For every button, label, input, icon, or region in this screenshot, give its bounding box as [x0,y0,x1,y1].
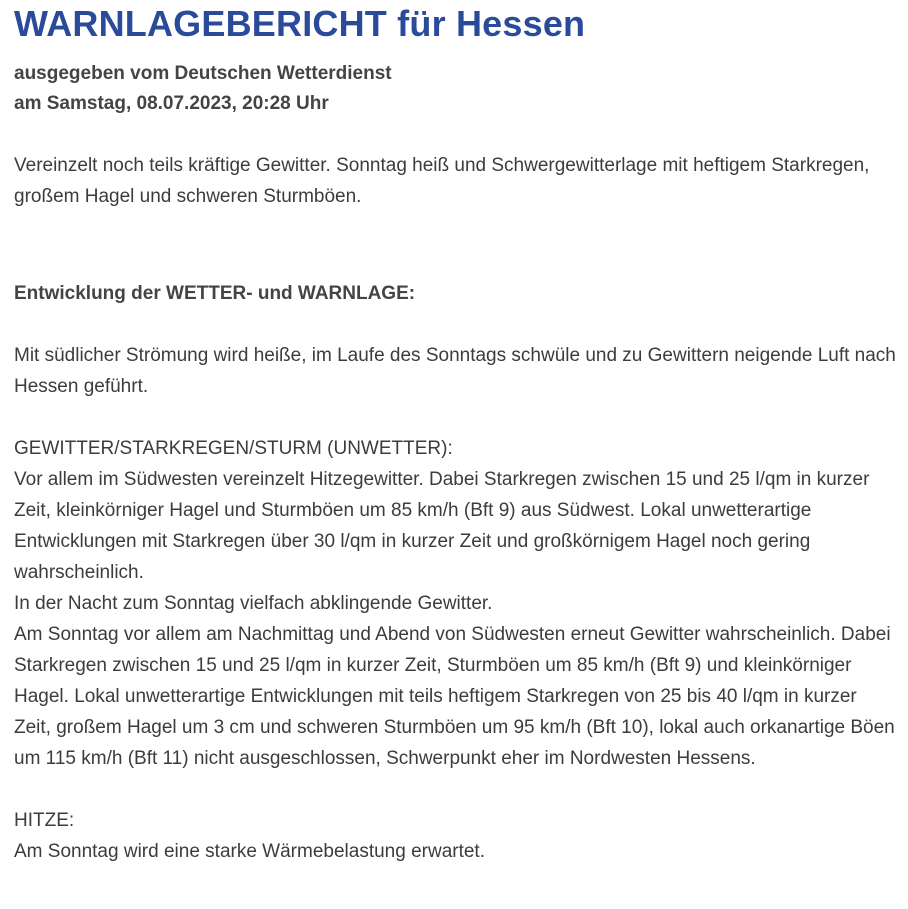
page-title: WARNLAGEBERICHT für Hessen [14,3,586,44]
heat-text: Am Sonntag wird eine starke Wärmebelastung erwartet. [14,841,485,862]
intro-text: Mit südlicher Strömung wird heiße, im Laufe des Sonntags schwüle und zu Gewittern neigende Luft nach Hessen geführt. [14,345,896,397]
storm-heading: GEWITTER/STARKREGEN/STURM (UNWETTER): [14,438,453,459]
report-meta [14,59,898,119]
section-heading: Entwicklung der WETTER- und WARNLAGE: [14,283,416,304]
summary-text: Vereinzelt noch teils kräftige Gewitter. Sonntag heiß und Schwergewitterlage mit heftigem Starkregen, großem Hagel und schweren Sturmböen. [14,155,870,207]
heat-heading: HITZE: [14,810,75,831]
storm-paragraph-3: Am Sonntag vor allem am Nachmittag und Abend von Südwesten erneut Gewitter wahrscheinlich. Dabei Starkregen zwischen 15 und 25 l/qm in kurzer Zeit, Sturmböen um 85 km/h (Bft 9) und kleinkörniger Hagel. Lokal unwetterartige Entwicklungen mit teils heftigem Starkregen von 25 bis 40 l/qm in kurzer Zeit, großem Hagel um 3 cm und schweren Sturmböen um 95 km/h (Bft 10), lokal auch orkanartige Böen um 115 km/h (Bft 11) nicht ausgeschlossen, Schwerpunkt eher im Nordwesten Hessens. [14,624,895,769]
issued-at: am Samstag, 08.07.2023, 20:28 Uhr [14,93,329,114]
heat-section [14,805,898,867]
storm-paragraph-2: In der Nacht zum Sonntag vielfach abklingende Gewitter. [14,593,493,614]
issued-by: ausgegeben vom Deutschen Wetterdienst [14,63,392,84]
storm-paragraph-1: Vor allem im Südwesten vereinzelt Hitzegewitter. Dabei Starkregen zwischen 15 und 25 l/qm in kurzer Zeit, kleinkörniger Hagel und Sturmböen um 85 km/h (Bft 9) aus Südwest. Lokal unwetterartige Entwicklungen mit Starkregen über 30 l/qm in kurzer Zeit und großkörnigem Hagel noch gering wahrscheinlich. [14,469,870,583]
storm-section [14,433,898,774]
